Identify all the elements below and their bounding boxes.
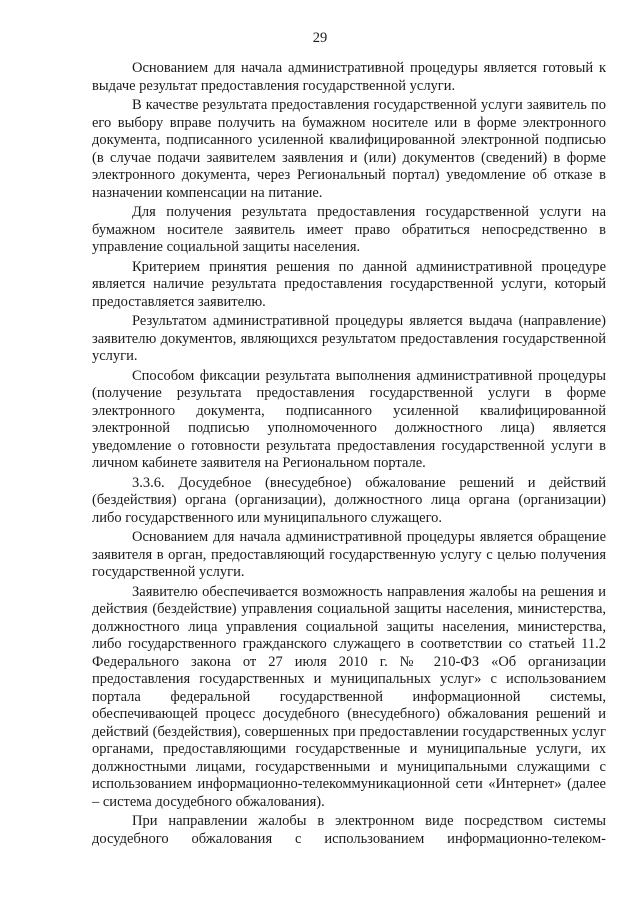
section-heading-paragraph: 3.3.6. Досудебное (внесудебное) обжалование решений и действий (бездействия) органа (организации), должностного лица органа (организации) либо государственного или муниципального служащего. bbox=[92, 474, 606, 526]
paragraph: Заявителю обеспечивается возможность направления жалобы на решения и действия (бездействие) управления социальной защиты населения, министерства, должностного лица управления социальной защиты населения, министерства, либо государственного гражданского служащего в соответствии со статьей 11.2 Федерального закона от 27 июля 2010 г. № 210-ФЗ «Об организации предоставления государственных и муниципальных услуг» с использованием портала федеральной государственной информационной системы, обеспечивающей процесс досудебного (внесудебного) обжалования решений и действий (бездействия), совершенных при предоставлении государственных услуг органами, предоставляющими государственные и муниципальные услуги, их должностными лицами, государственными и муниципальными служащими с использованием информационно-телекоммуникационной сети «Интернет» (далее – система досудебного обжалования). bbox=[92, 583, 606, 810]
paragraph: Способом фиксации результата выполнения административной процедуры (получение результата предоставления государственной услуги в форме электронного документа, подписанного усиленной квалифицированной электронной подписью уполномоченного должностного лица) является уведомление о готовности результата предоставления государственной услуги в личном кабинете заявителя на Региональном портале. bbox=[92, 367, 606, 471]
paragraph: Основанием для начала административной процедуры является готовый к выдаче результат предоставления государственной услуги. bbox=[92, 60, 606, 94]
paragraph: Критерием принятия решения по данной административной процедуре является наличие результата предоставления государственной услуги, который предоставляется заявителю. bbox=[92, 258, 606, 310]
page-number: 29 bbox=[312, 30, 328, 46]
paragraph: Результатом административной процедуры является выдача (направление) заявителю документов, являющихся результатом предоставления государственной услуги. bbox=[92, 313, 606, 364]
paragraph: Основанием для начала административной процедуры является обращение заявителя в орган, предоставляющий государственную услугу с целью получения государственной услуги. bbox=[92, 529, 606, 580]
paragraph: В качестве результата предоставления государственной услуги заявитель по его выбору вправе получить на бумажном носителе или в форме электронного документа, подписанного усиленной квалифицированной электронной подписью (в случае подачи заявителем заявления и (или) документов (сведений) в форме электронного документа, через Региональный портал) уведомление об отказе в назначении компенсации на питание. bbox=[92, 97, 606, 201]
document-body bbox=[92, 60, 606, 850]
paragraph: Для получения результата предоставления государственной услуги на бумажном носителе заявитель имеет право обратиться непосредственно в управление социальной защиты населения. bbox=[92, 204, 606, 255]
paragraph: При направлении жалобы в электронном виде посредством системы досудебного обжалования с использованием информационно-телеком- bbox=[92, 813, 606, 847]
